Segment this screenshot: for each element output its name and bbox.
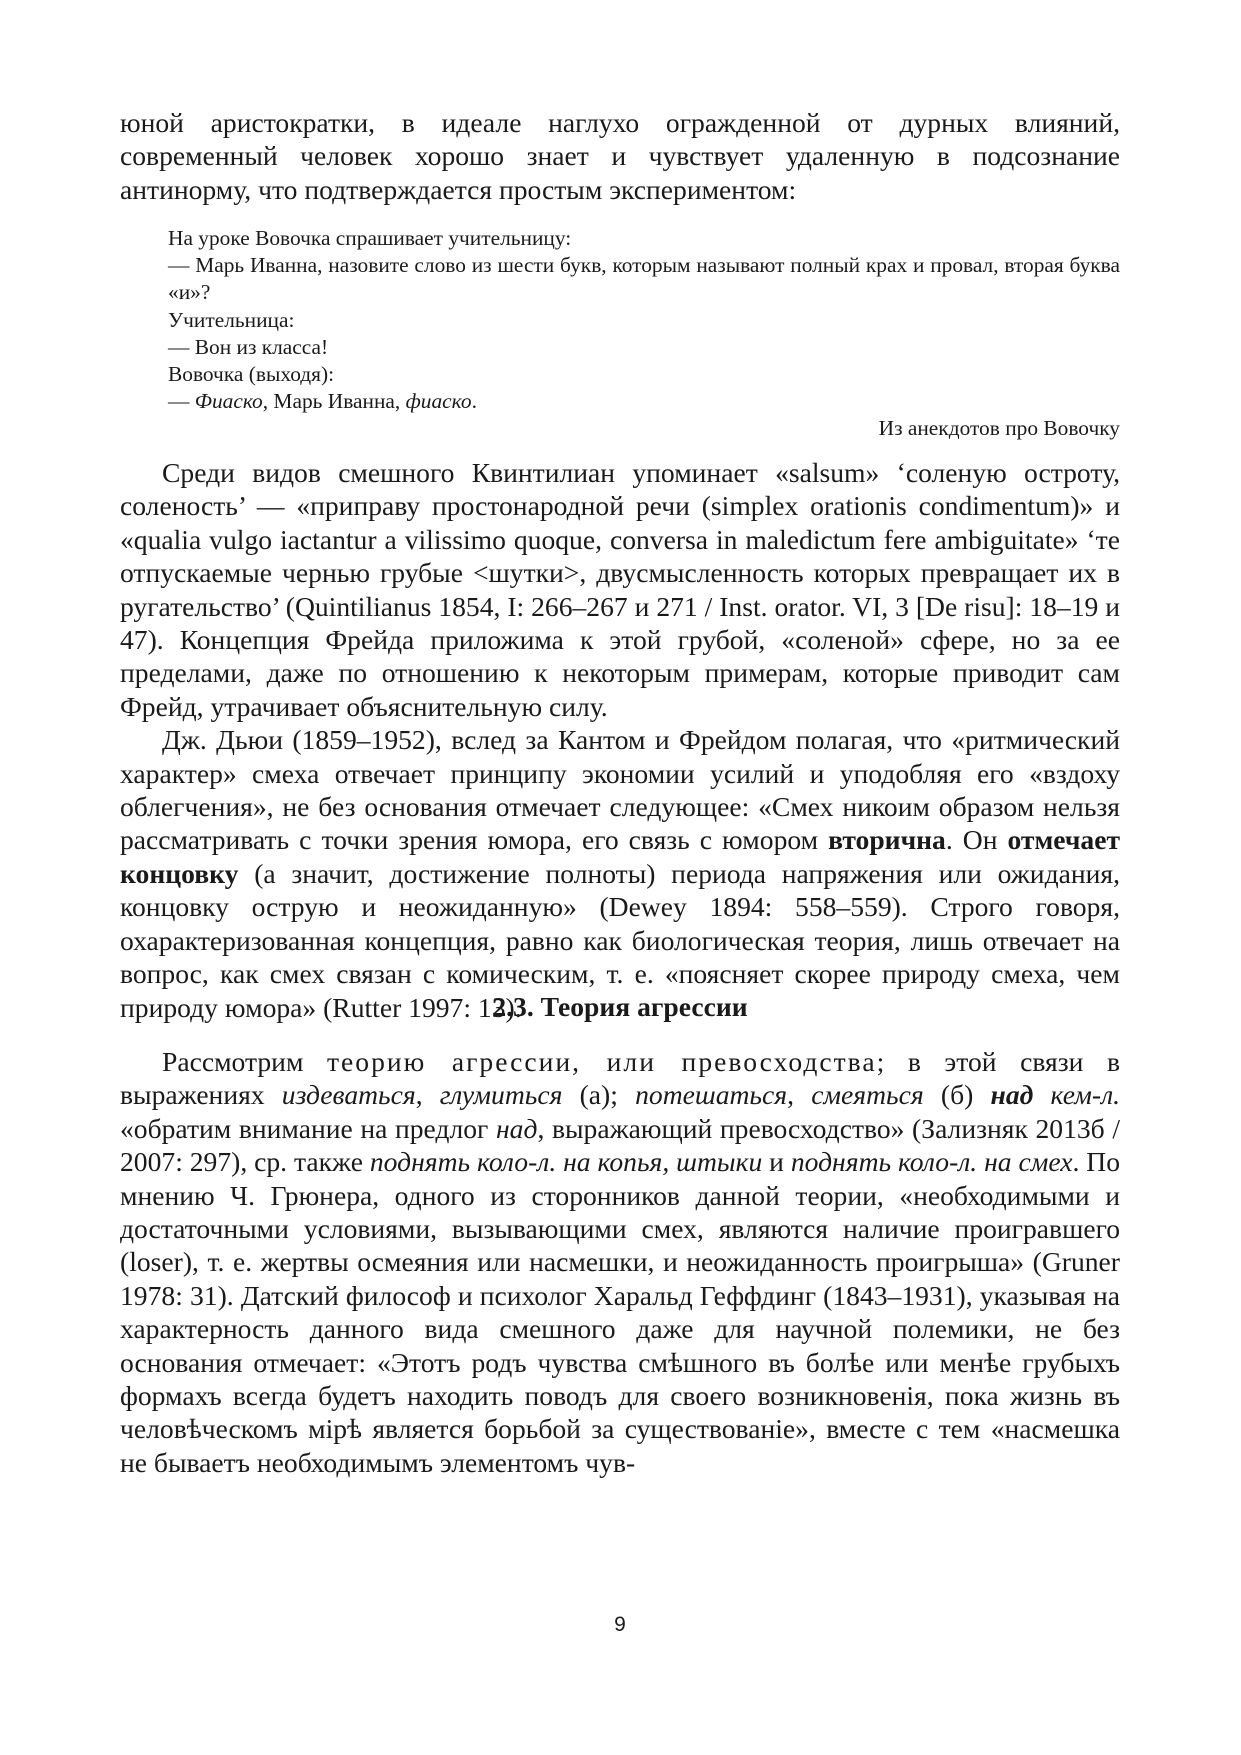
aggression-section — [120, 1045, 1120, 1479]
page-number: 9 — [614, 1613, 626, 1636]
top-paragraph-text: юной аристократки, в идеале наглухо огражденной от дурных влияний, современный человек хорошо знает и чувствует удаленную в подсознание антинорму, что подтверждается простым экспериментом: — [120, 107, 1120, 205]
joke-line: — Вон из класса! — [168, 334, 329, 359]
top-paragraph — [120, 106, 1120, 206]
joke-source: Из анекдотов про Вовочку — [878, 416, 1120, 441]
joke-line: Учительница: — [168, 307, 295, 332]
joke-line: Вовочка (выходя): — [168, 362, 335, 387]
joke-block — [120, 225, 1120, 443]
joke-line: — Марь Иванна, назовите слово из шести букв, которым называют полный крах и провал, вторая буква «и»? — [168, 253, 1120, 305]
joke-line: На уроке Вовочка спрашивает учительницу: — [168, 226, 572, 250]
paragraph-aggression: Рассмотрим теорию агрессии, или превосходства; в этой связи в выражениях издеваться, глумиться (а); потешаться, смеяться (б) над кем-л. «обратим внимание на предлог над, выражающий превосходство» (Зализняк 2013б / 2007: 297), ср. также поднять коло-л. на копья, штыки и поднять коло-л. на смех. По мнению Ч. Грюнера, одного из сторонников данной теории, «необходимыми и достаточными условиями, вызывающими смех, являются наличие проигравшего (loser), т. е. жертвы осмеяния или насмешки, и неожиданность проигрыша» (Gruner 1978: 31). Датский философ и психолог Харальд Геффдинг (1843–1931), указывая на характерность данного вида смешного даже для научной полемики, не без основания отмечает: «Этотъ родъ чувства смѣшного въ болѣе или менѣе грубыхъ формахъ всегда будетъ находить поводъ для своего возникновенія, пока жизнь въ человѣческомъ мірѣ является борьбой за существованіе», вместе с тем «насмешка не бываетъ необходимымъ элементомъ чув- — [120, 1046, 1121, 1478]
paragraph-quintilian: Среди видов смешного Квинтилиан упоминает «salsum» ‘соленую остроту, соленость’ — «приправу простонародной речи (simplex orationis condimentum)» и «qualia vulgo iactantur a vilissimo quoque, conversa in maledictum fere ambiguitate» ‘те отпускаемые чернью грубые <шутки>, двусмысленность которых превращает их в ругательство’ (Quintilianus 1854, I: 266–267 и 271 / Inst. orator. VI, 3 [De risu]: 18–19 и 47). Концепция Фрейда приложима к этой грубой, «соленой» сфере, но за ее пределами, даже по отношению к некоторым примерам, которые приводит сам Фрейд, утрачивает объяснительную силу. — [120, 457, 1120, 722]
body-paragraphs — [120, 456, 1120, 1024]
section-heading: 2.3. Теория агрессии — [492, 991, 748, 1022]
paragraph-dewey: Дж. Дьюи (1859–1952), вслед за Кантом и Фрейдом полагая, что «ритмический характер» смеха отвечает принципу экономии усилий и уподобляя его «вздоху облегчения», не без основания отмечает следующее: «Смех никоим образом нельзя рассматривать с точки зрения юмора, его связь с юмором вторична. Он отмечает концовку (а значит, достижение полноты) периода напряжения или ожидания, концовку острую и неожиданную» (Dewey 1894: 558–559). Строго говоря, охарактеризованная концепция, равно как биологическая теория, лишь отвечает на вопрос, как смех связан с комическим, т. е. «поясняет скорее природу смеха, чем природу юмора» (Rutter 1997: 13). — [120, 724, 1121, 1023]
joke-last-line: — Фиаско, Марь Иванна, фиаско. — [168, 389, 477, 414]
